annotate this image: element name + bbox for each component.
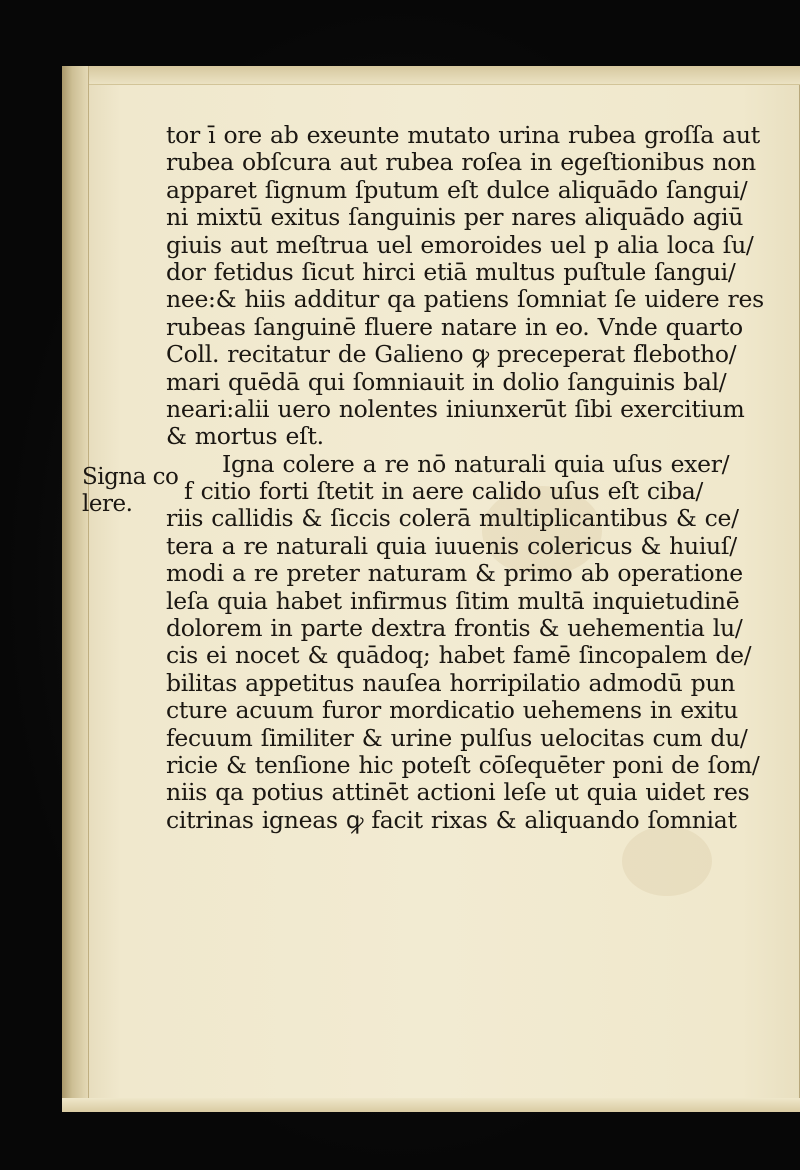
- text-line: riis callidis & ſiccis colerā multiplicantibus & ce/: [166, 504, 739, 533]
- text-line: & mortus eſt.: [166, 422, 324, 451]
- text-line: modi a re preter naturam & primo ab operatione: [166, 559, 743, 588]
- text-line: fecuum ſimiliter & urine pulſus uelocitas cum du/: [166, 723, 748, 752]
- text-line: Igna colere a re nō naturali quia uſus exer/: [222, 449, 730, 478]
- text-line: cis ei nocet & quādoq; habet famē ſincopalem de/: [166, 641, 752, 670]
- text-line: nee:& hiis additur qa patiens ſomniat ſe uidere res: [166, 285, 764, 314]
- text-line: f citio forti ſtetit in aere calido uſus eſt ciba/: [184, 477, 704, 506]
- marginal-note: [82, 464, 179, 519]
- text-line: dolorem in parte dextra frontis & uehementia lu/: [166, 614, 743, 643]
- text-line: apparet ſignum ſputum eſt dulce aliquādo ſangui/: [166, 175, 748, 204]
- page-bottom-edge: [62, 1098, 800, 1112]
- page-gutter: [62, 66, 89, 1112]
- text-line: tor ī ore ab exeunte mutato urina rubea groſſa aut: [166, 121, 760, 149]
- text-line: neari:alii uero nolentes iniunxerūt ſibi exercitium: [166, 394, 745, 423]
- text-line: giuis aut meſtrua uel emoroides uel p alia loca ſu/: [166, 230, 754, 259]
- marginal-note-line: lere.: [82, 491, 133, 518]
- text-line: mari quēdā qui ſomniauit in dolio ſanguinis bal/: [166, 367, 727, 396]
- text-line: rubea obſcura aut rubea roſea in egeſtionibus non: [166, 148, 756, 177]
- page-top-edge: [62, 66, 800, 85]
- text-line: dor fetidus ſicut hirci etiā multus puſtule ſangui/: [166, 257, 736, 286]
- paper-stain: [622, 826, 712, 896]
- text-line: Coll. recitatur de Galieno ꝙ preceperat flebotho/: [166, 340, 737, 369]
- text-line: citrinas igneas ꝙ facit rixas & aliquando ſomniat: [166, 805, 737, 834]
- text-line: niis qa potius attinēt actioni leſe ut quia uidet res: [166, 778, 750, 807]
- text-line: cture acuum furor mordicatio uehemens in exitu: [166, 696, 738, 725]
- text-line: bilitas appetitus nauſea horripilatio admodū pun: [166, 668, 735, 697]
- marginal-note-line: Signa co: [82, 464, 179, 490]
- text-line: ricie & tenſione hic poteſt cōſequēter poni de ſom/: [166, 750, 760, 779]
- text-line: ni mixtū exitus ſanguinis per nares aliquādo agiū: [166, 203, 744, 232]
- main-text-block: [166, 121, 764, 834]
- text-line: leſa quia habet infirmus ſitim multā inquietudinē: [166, 586, 740, 615]
- text-line: tera a re naturali quia iuuenis colericus & huiuſ/: [166, 531, 737, 560]
- text-line: rubeas ſanguinē fluere natare in eo. Vnde quarto: [166, 312, 743, 341]
